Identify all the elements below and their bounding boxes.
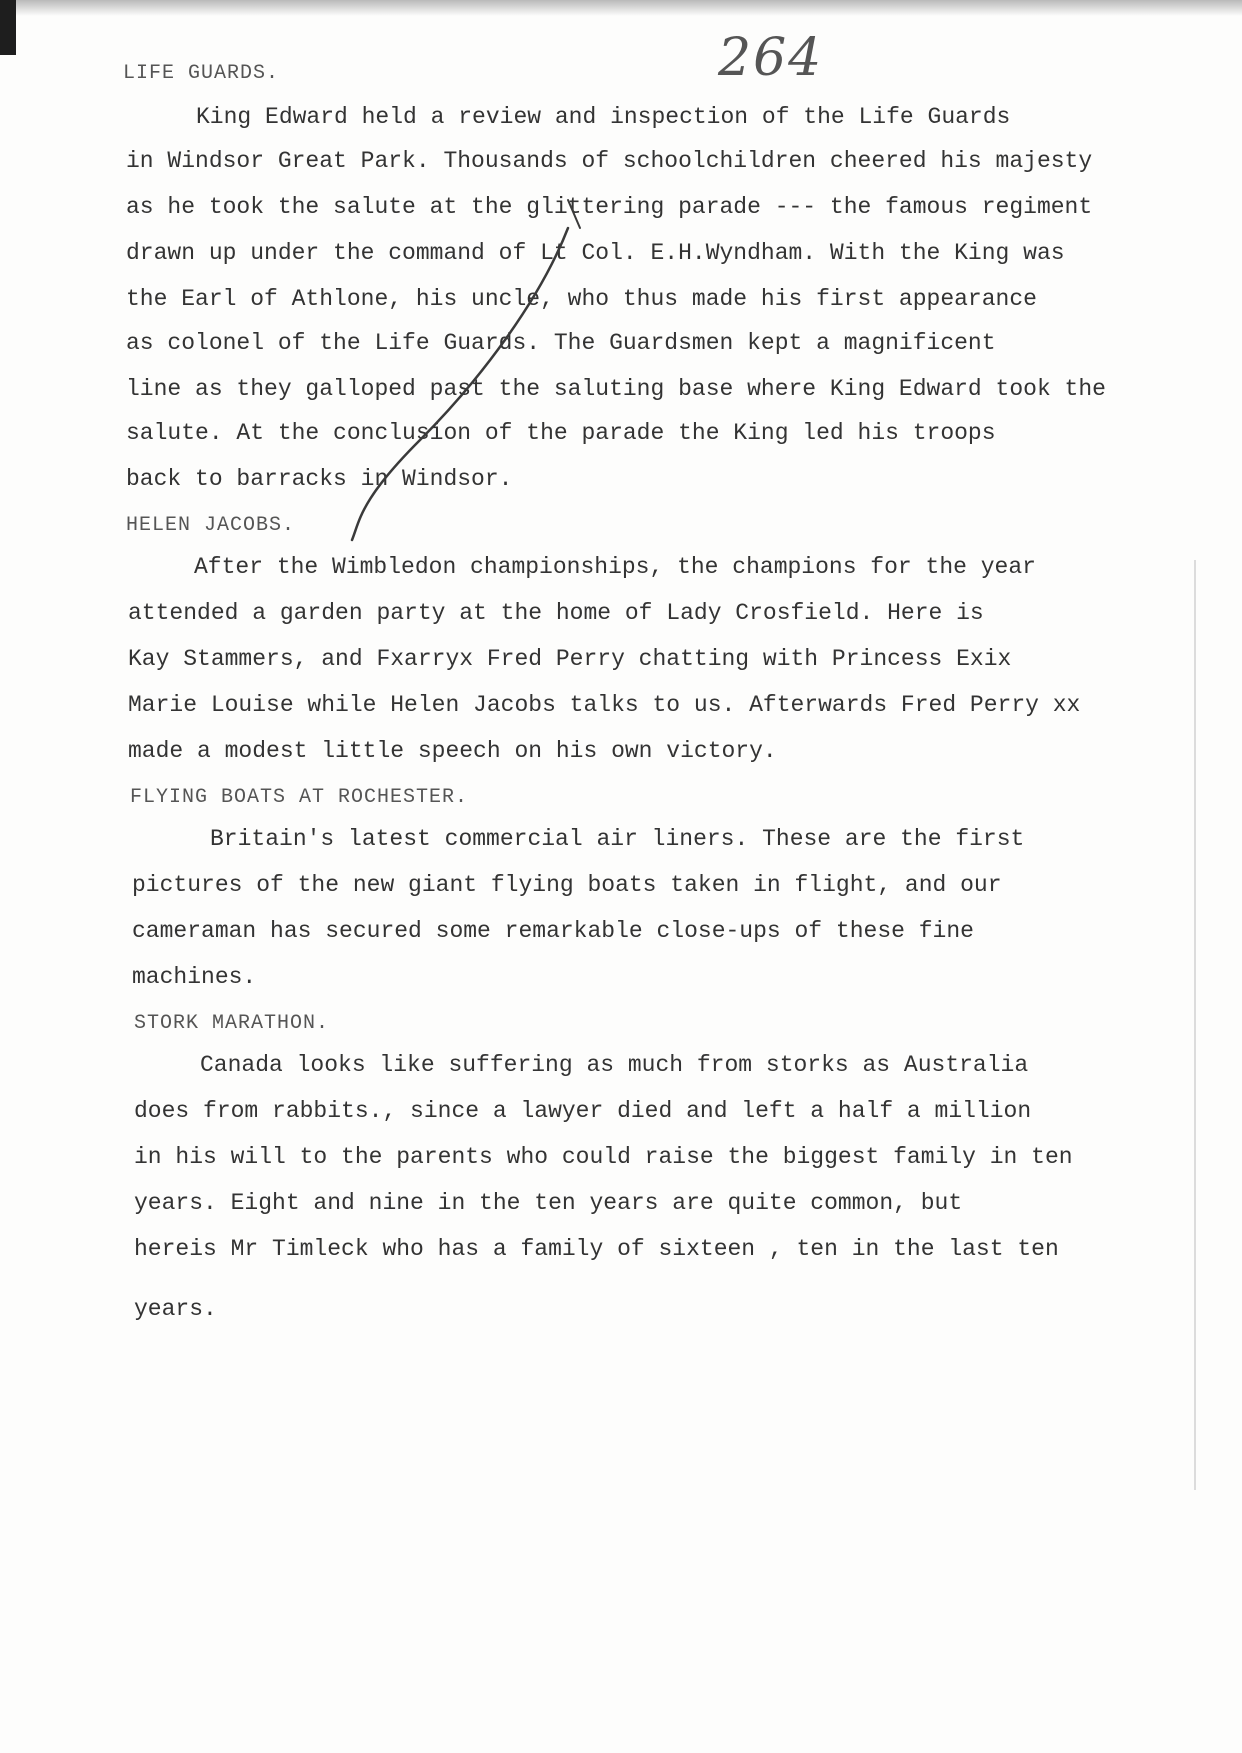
text-line: years. (134, 1296, 217, 1322)
text-line: King Edward held a review and inspection of the Life Guards (196, 104, 1011, 130)
text-line: Canada looks like suffering as much from storks as Australia (200, 1052, 1029, 1078)
text-line: the Earl of Athlone, his uncle, who thus made his first appearance (126, 286, 1037, 312)
text-line: back to barracks in Windsor. (126, 466, 513, 492)
text-line: made a modest little speech on his own victory. (128, 738, 777, 764)
text-line: pictures of the new giant flying boats taken in flight, and our (132, 872, 1002, 898)
text-line: drawn up under the command of Lt Col. E.H.Wyndham. With the King was (126, 240, 1065, 266)
section-heading: LIFE GUARDS. (123, 62, 280, 85)
handwritten-page-number: 264 (718, 28, 824, 88)
text-line: as he took the salute at the glittering parade --- the famous regiment (126, 194, 1093, 220)
text-line: in Windsor Great Park. Thousands of schoolchildren cheered his majesty (126, 148, 1093, 174)
text-line: machines. (132, 964, 257, 990)
text-line: hereis Mr Timleck who has a family of sixteen , ten in the last ten (134, 1236, 1059, 1262)
text-line: After the Wimbledon championships, the champions for the year (194, 554, 1036, 580)
text-line: years. Eight and nine in the ten years are quite common, but (134, 1190, 963, 1216)
text-line: salute. At the conclusion of the parade the King led his troops (126, 420, 996, 446)
text-line: Kay Stammers, and Fxarryx Fred Perry chatting with Princess Exix (128, 646, 1012, 672)
text-line: does from rabbits., since a lawyer died and left a half a million (134, 1098, 1032, 1124)
text-line: as colonel of the Life Guards. The Guardsmen kept a magnificent (126, 330, 996, 356)
text-line: Britain's latest commercial air liners. These are the first (210, 826, 1025, 852)
text-line: in his will to the parents who could raise the biggest family in ten (134, 1144, 1073, 1170)
text-line: line as they galloped past the saluting base where King Edward took the (126, 376, 1106, 402)
text-line: attended a garden party at the home of Lady Crosfield. Here is (128, 600, 984, 626)
section-heading: HELEN JACOBS. (126, 514, 296, 537)
text-line: cameraman has secured some remarkable close-ups of these fine (132, 918, 974, 944)
text-line: Marie Louise while Helen Jacobs talks to us. Afterwards Fred Perry xx (128, 692, 1081, 718)
section-heading: FLYING BOATS AT ROCHESTER. (130, 786, 469, 809)
section-heading: STORK MARATHON. (134, 1012, 330, 1035)
